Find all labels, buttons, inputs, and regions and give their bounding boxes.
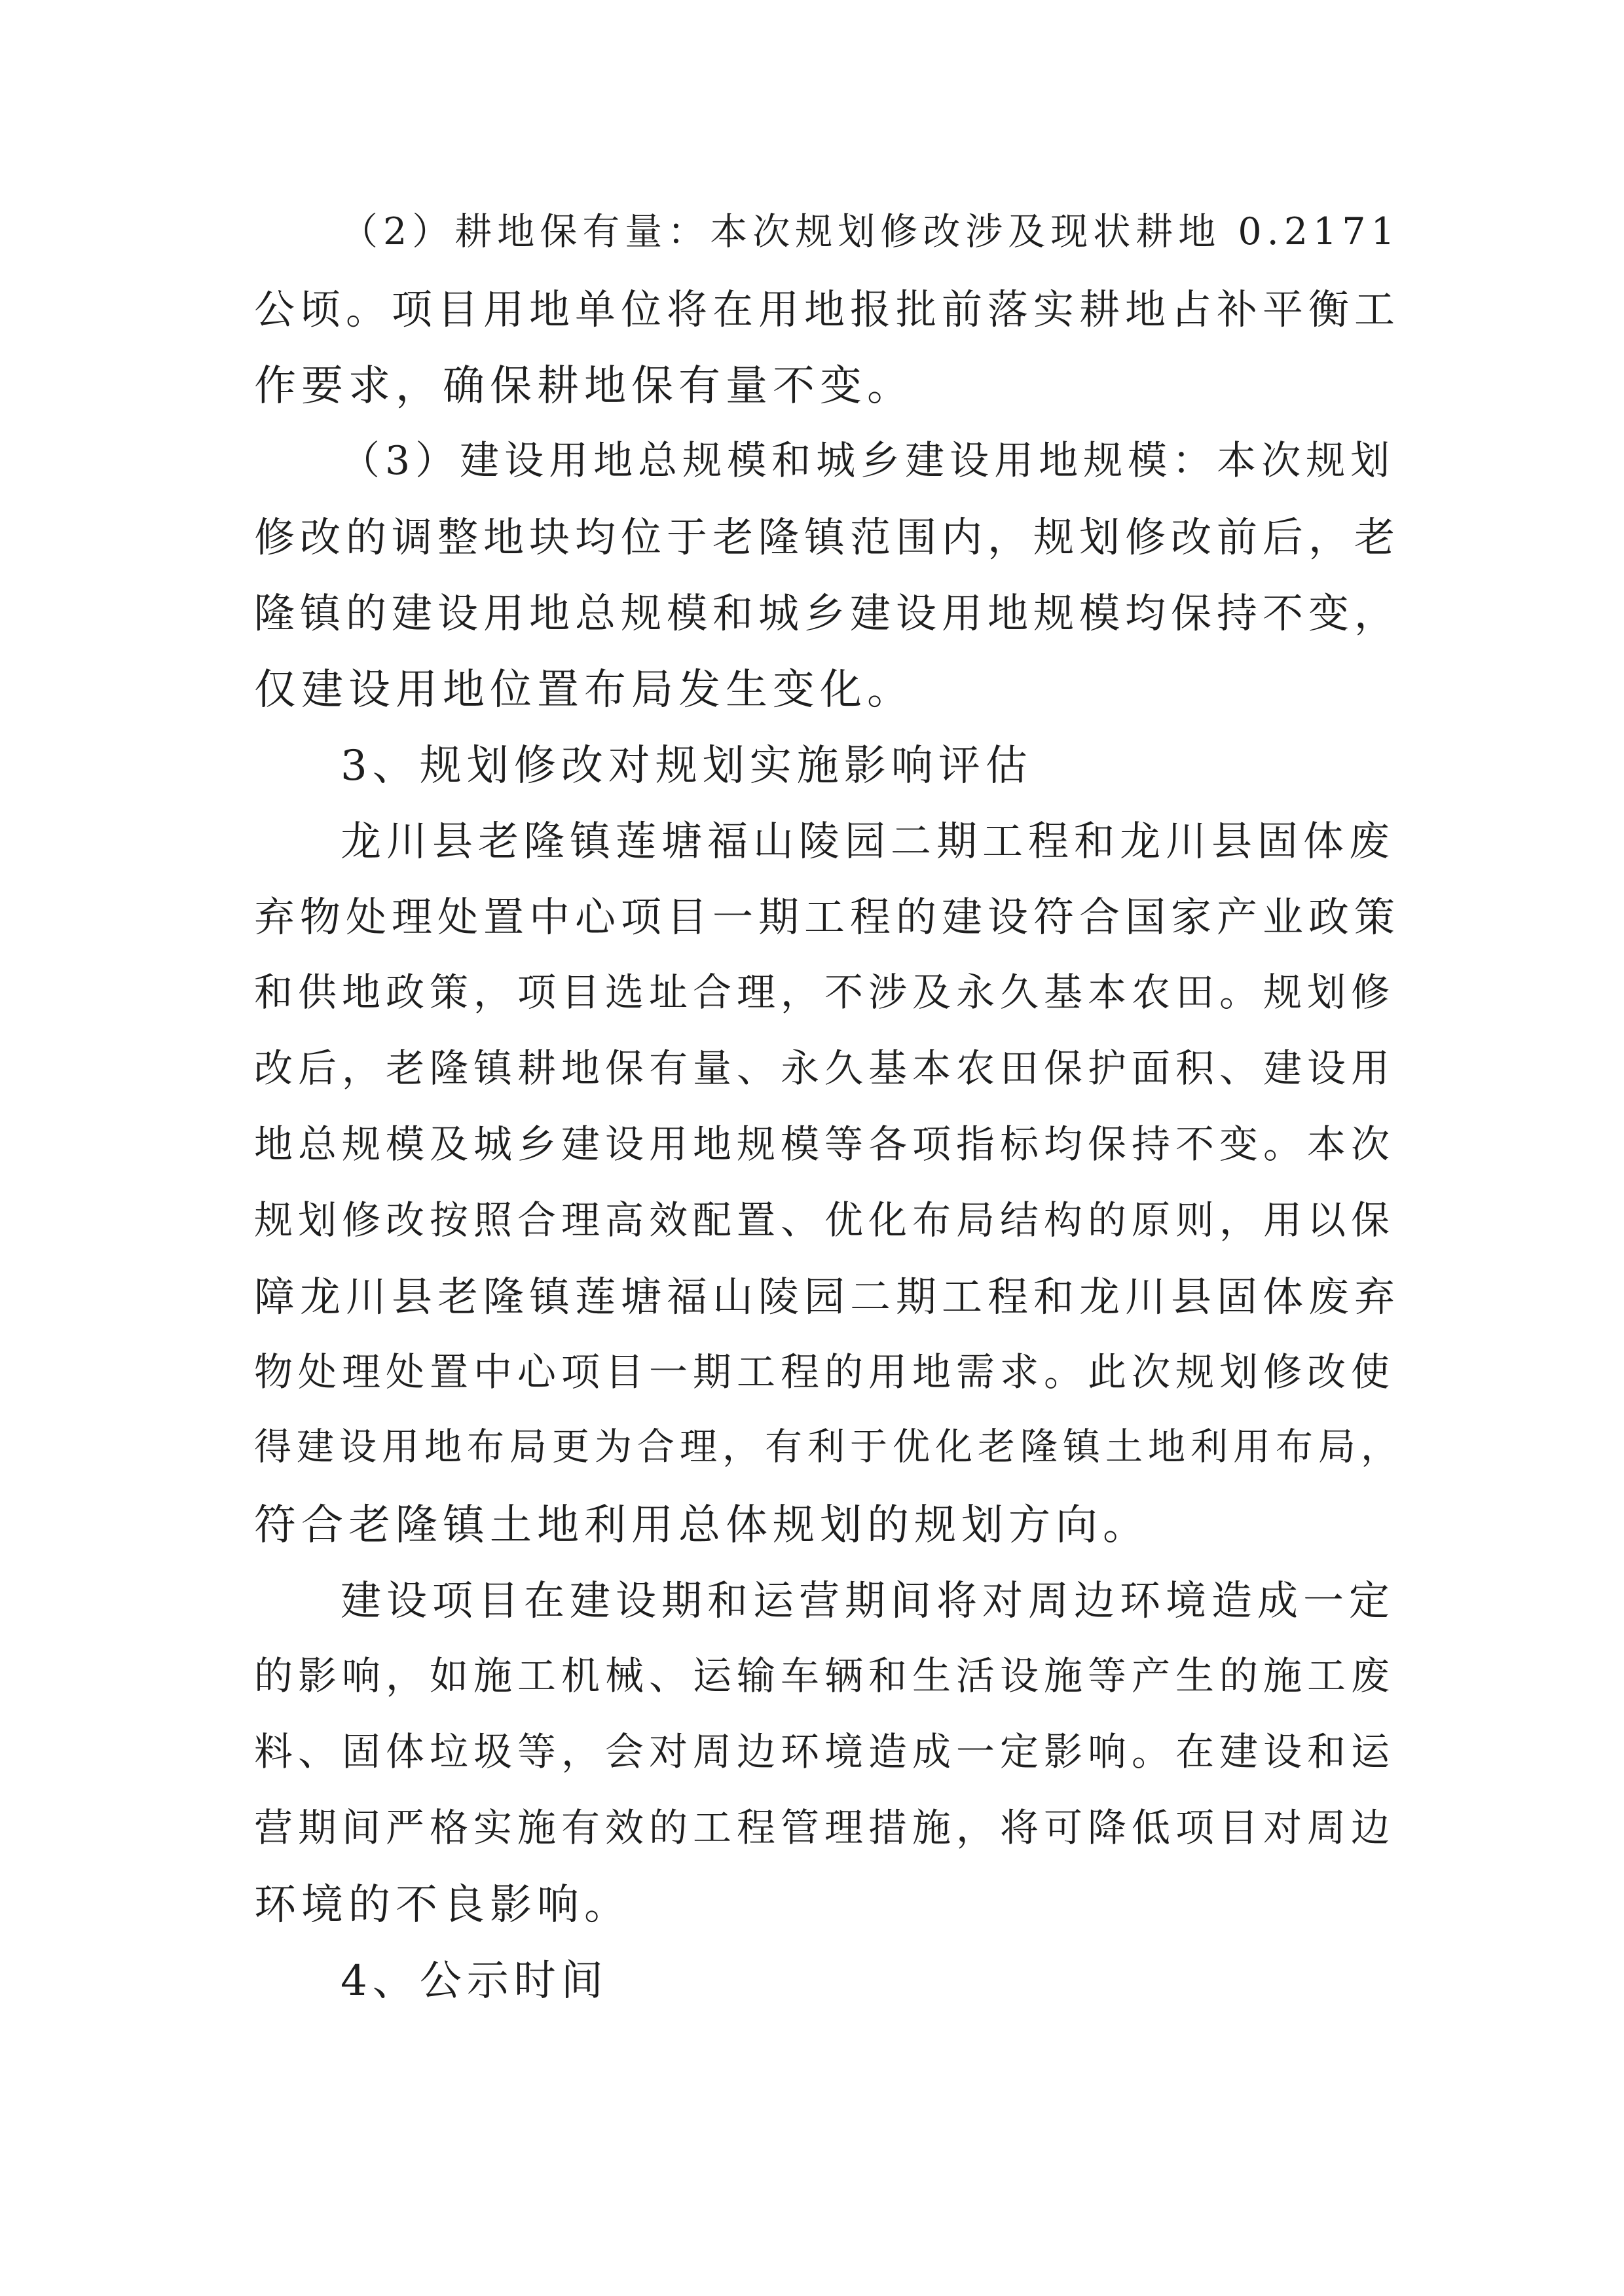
text-line: 物处理处置中心项目一期工程的用地需求。此次规划修改使 bbox=[254, 1349, 1395, 1394]
text-line: 营期间严格实施有效的工程管理措施，将可降低项目对周边 bbox=[254, 1805, 1395, 1850]
text-line: （3）建设用地总规模和城乡建设用地规模：本次规划 bbox=[341, 438, 1395, 484]
text-line: （2）耕地保有量：本次规划修改涉及现状耕地 0.2171 bbox=[341, 210, 1400, 253]
section-heading: 4、公示时间 bbox=[341, 1957, 608, 2005]
text-line: 规划修改按照合理高效配置、优化布局结构的原则，用以保 bbox=[254, 1197, 1395, 1243]
text-line: 得建设用地布局更为合理，有利于优化老隆镇土地利用布局， bbox=[254, 1425, 1403, 1468]
text-line: 作要求，确保耕地保有量不变。 bbox=[254, 362, 914, 410]
text-line: 和供地政策，项目选址合理，不涉及永久基本农田。规划修 bbox=[254, 970, 1395, 1015]
text-line: 障龙川县老隆镇莲塘福山陵园二期工程和龙川县固体废弃 bbox=[254, 1273, 1401, 1321]
text-line: 弃物处理处置中心项目一期工程的建设符合国家产业政策 bbox=[254, 893, 1401, 941]
text-line: 建设项目在建设期和运营期间将对周边环境造成一定 bbox=[341, 1576, 1395, 1624]
section-heading: 3、规划修改对规划实施影响评估 bbox=[341, 742, 1033, 790]
text-line: 料、固体垃圾等，会对周边环境造成一定影响。在建设和运 bbox=[254, 1729, 1395, 1774]
text-line: 环境的不良影响。 bbox=[254, 1881, 631, 1929]
text-line: 仅建设用地位置布局发生变化。 bbox=[254, 666, 914, 714]
text-line: 修改的调整地块均位于老隆镇范围内，规划修改前后，老 bbox=[254, 513, 1401, 561]
text-line: 隆镇的建设用地总规模和城乡建设用地规模均保持不变， bbox=[254, 589, 1401, 637]
text-line: 公顷。项目用地单位将在用地报批前落实耕地占补平衡工 bbox=[254, 285, 1401, 333]
text-line: 龙川县老隆镇莲塘福山陵园二期工程和龙川县固体废 bbox=[341, 817, 1395, 865]
text-line: 改后，老隆镇耕地保有量、永久基本农田保护面积、建设用 bbox=[254, 1046, 1395, 1091]
text-line: 的影响，如施工机械、运输车辆和生活设施等产生的施工废 bbox=[254, 1653, 1395, 1698]
text-line: 符合老隆镇土地利用总体规划的规划方向。 bbox=[254, 1501, 1150, 1550]
text-line: 地总规模及城乡建设用地规模等各项指标均保持不变。本次 bbox=[254, 1121, 1395, 1167]
